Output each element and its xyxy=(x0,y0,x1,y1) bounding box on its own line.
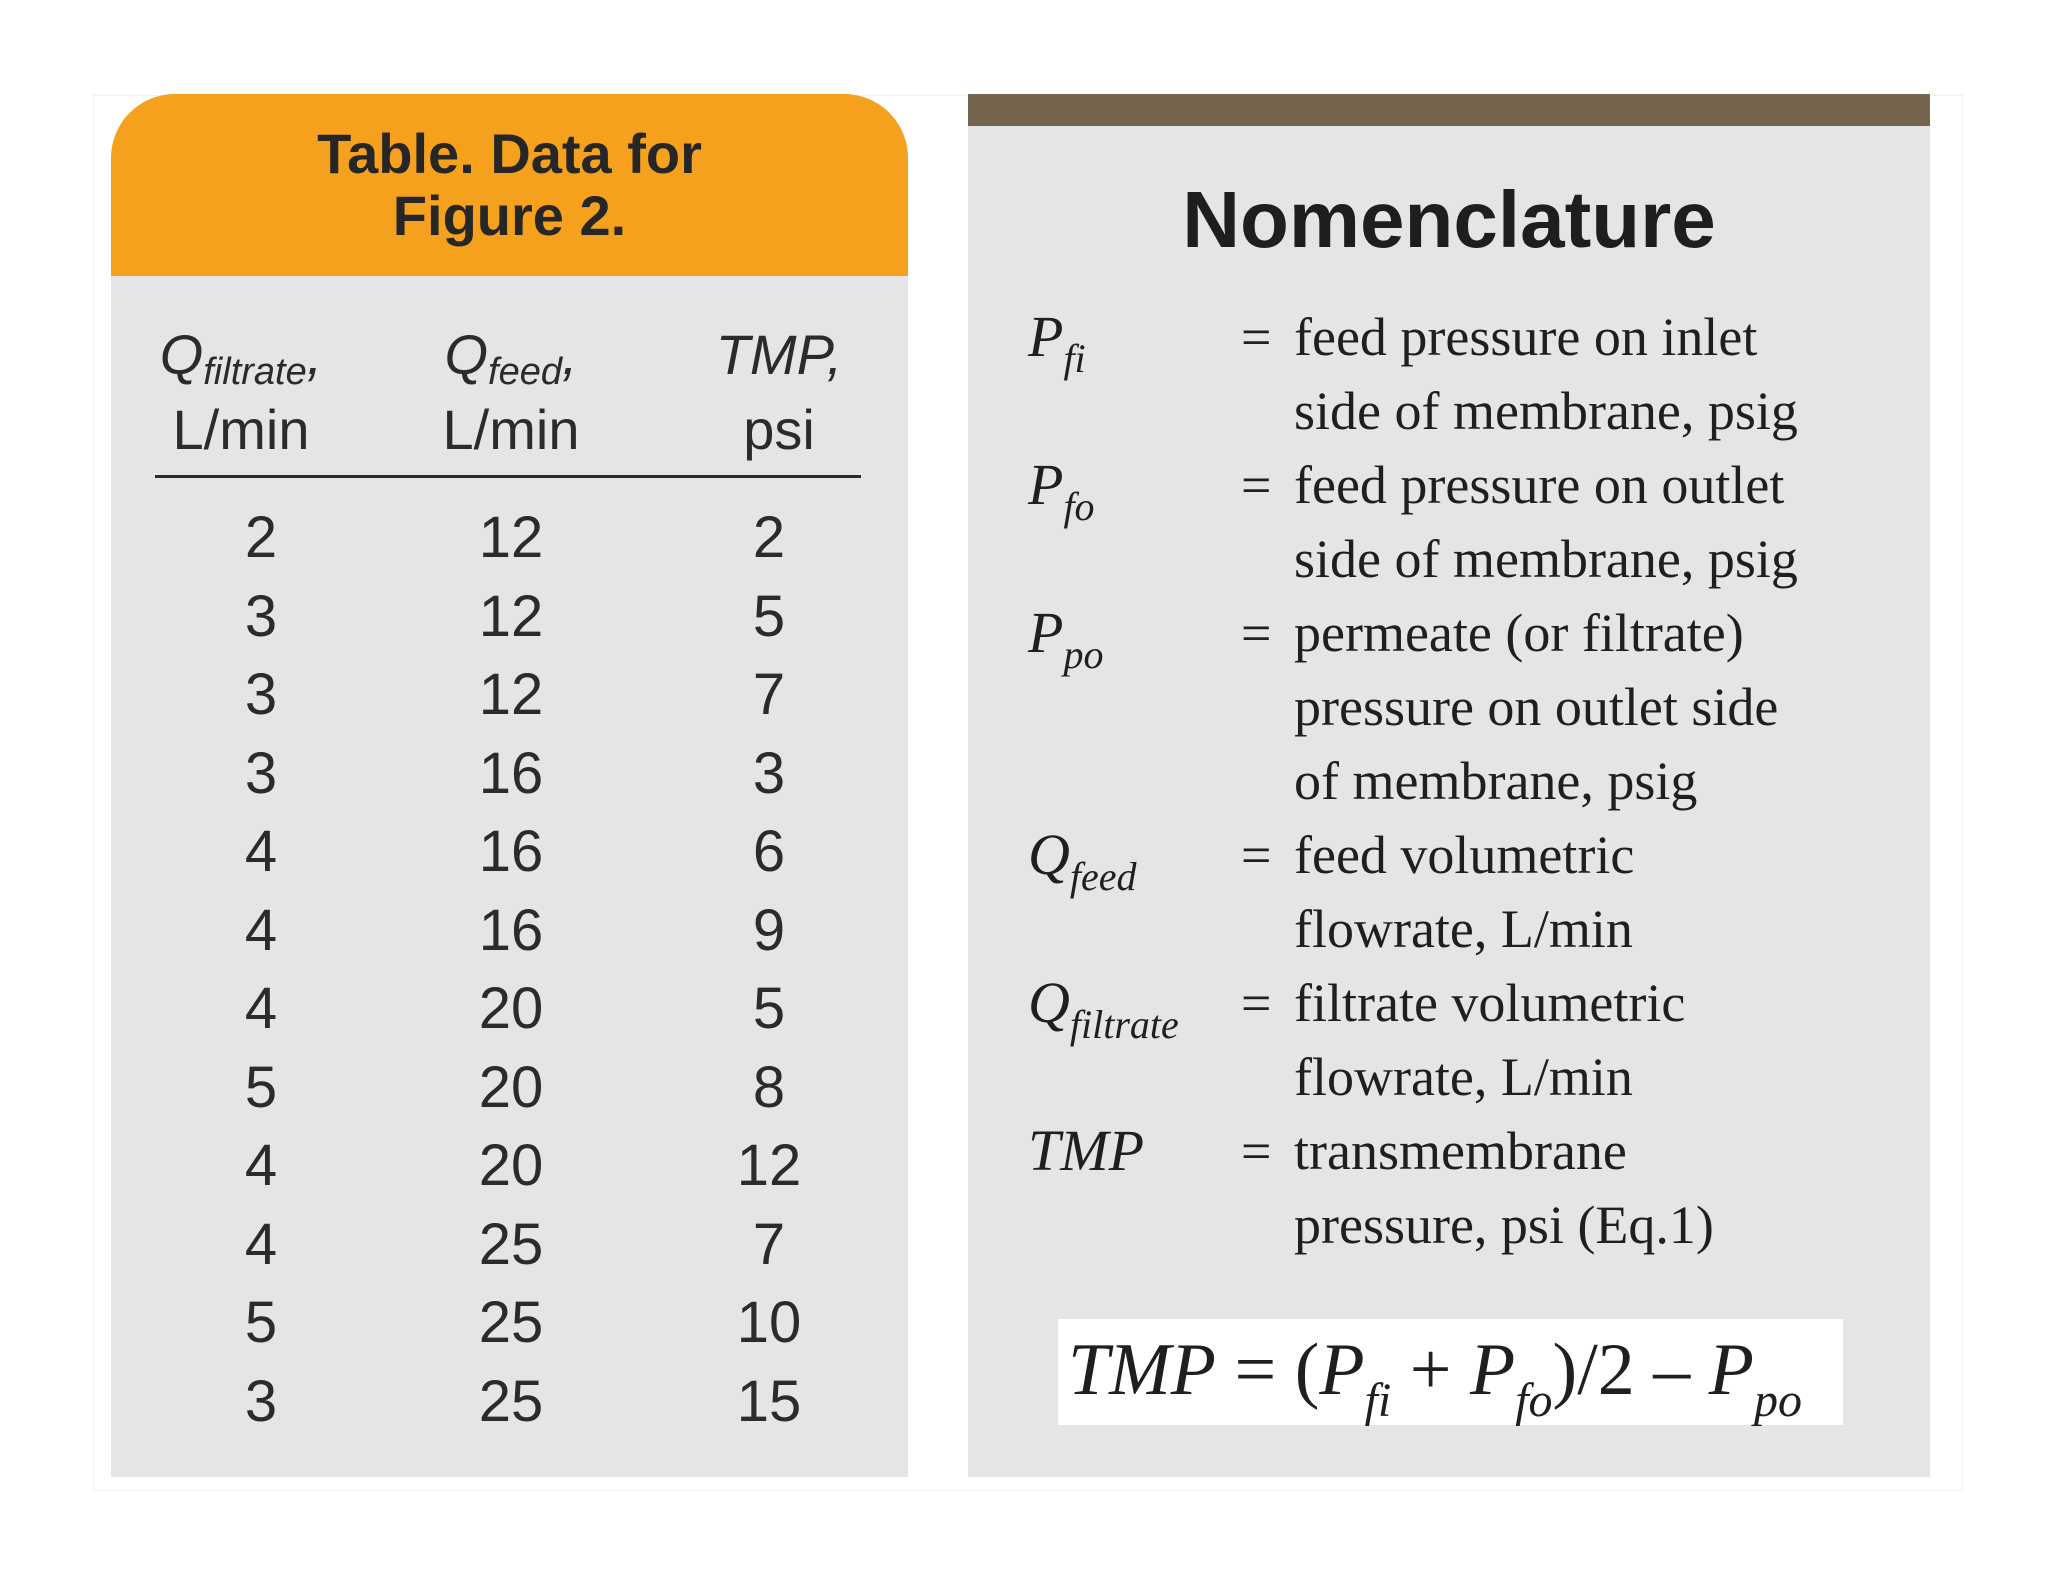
nomenclature-title: Nomenclature xyxy=(1182,175,1716,264)
entry-symbol xyxy=(1028,596,1103,676)
column-header-symbol: Q xyxy=(444,323,489,386)
entry-symbol xyxy=(1028,1114,1144,1194)
table-row xyxy=(111,1127,908,1206)
table-title-line-2: Figure 2. xyxy=(392,184,627,247)
entry-symbol-subscript: filtrate xyxy=(1069,1002,1179,1047)
entry-symbol xyxy=(1028,818,1137,898)
cell-q-feed: 12 xyxy=(478,505,544,570)
entry-equals: = xyxy=(1241,1121,1272,1181)
equation-term: P xyxy=(1708,1329,1754,1411)
definition-line: flowrate, L/min xyxy=(1294,1047,1633,1107)
definition-line: pressure, psi (Eq.1) xyxy=(1294,1195,1714,1255)
header-divider xyxy=(155,475,861,478)
entry-symbol-main: TMP xyxy=(1028,1118,1144,1183)
cell-tmp: 5 xyxy=(752,976,786,1041)
equation-term: P xyxy=(1319,1329,1365,1411)
entry-symbol-subscript: feed xyxy=(1069,854,1137,899)
entry-symbol-main: P xyxy=(1028,452,1064,517)
cell-q-feed: 25 xyxy=(478,1368,544,1434)
entry-symbol xyxy=(1028,300,1086,380)
column-header-subscript: feed xyxy=(488,351,562,393)
equation-lhs: TMP xyxy=(1068,1329,1216,1411)
entry-definition xyxy=(1294,966,1914,1114)
entry-symbol-subscript: fi xyxy=(1063,336,1086,381)
table-row xyxy=(111,1363,908,1442)
cell-q-feed: 25 xyxy=(478,1211,544,1277)
definition-line: permeate (or filtrate) xyxy=(1294,603,1744,663)
cell-tmp: 8 xyxy=(752,1054,786,1120)
definition-line: side of membrane, psig xyxy=(1294,529,1798,589)
cell-q-filtrate: 3 xyxy=(244,1368,278,1434)
cell-tmp: 5 xyxy=(752,583,786,649)
equation-subscript: po xyxy=(1753,1374,1802,1427)
column-header-unit: L/min xyxy=(172,398,310,461)
definition-line: transmembrane xyxy=(1294,1121,1627,1181)
entry-equals: = xyxy=(1241,307,1272,367)
cell-q-feed: 20 xyxy=(478,1054,544,1120)
cell-q-filtrate: 3 xyxy=(244,740,278,806)
cell-q-feed: 16 xyxy=(478,897,544,963)
entry-symbol xyxy=(1028,448,1095,528)
entry-definition xyxy=(1294,448,1914,596)
cell-q-filtrate: 4 xyxy=(244,976,278,1041)
column-header-unit: psi xyxy=(743,398,815,461)
entry-definition xyxy=(1294,818,1914,966)
tmp-equation xyxy=(1068,1325,1802,1427)
cell-q-feed: 20 xyxy=(478,976,544,1041)
definition-line: pressure on outlet side xyxy=(1294,677,1779,737)
column-header-symbol: Q xyxy=(159,323,204,386)
tmp-equation-box xyxy=(1058,1319,1843,1425)
nomenclature-panel xyxy=(968,94,1930,1477)
definition-line: of membrane, psig xyxy=(1294,751,1698,811)
table-row xyxy=(111,735,908,814)
definition-line: feed pressure on inlet xyxy=(1294,307,1758,367)
column-header-suffix: , xyxy=(561,323,578,386)
entry-equals: = xyxy=(1241,603,1272,663)
cell-tmp: 9 xyxy=(752,897,786,963)
cell-q-filtrate: 4 xyxy=(244,819,278,884)
entry-symbol xyxy=(1028,966,1179,1046)
definition-line: flowrate, L/min xyxy=(1294,899,1633,959)
equation-operator: + xyxy=(1391,1329,1470,1411)
cell-tmp: 12 xyxy=(736,1133,802,1198)
cell-q-feed: 12 xyxy=(478,662,544,727)
cell-tmp: 7 xyxy=(752,1211,786,1277)
cell-q-filtrate: 4 xyxy=(244,1133,278,1198)
equation-operator: )/2 – xyxy=(1552,1329,1709,1411)
column-header-subscript: filtrate xyxy=(203,351,307,393)
table-row xyxy=(111,578,908,657)
cell-tmp: 2 xyxy=(752,505,786,570)
entry-equals: = xyxy=(1241,825,1272,885)
cell-q-filtrate: 4 xyxy=(244,897,278,963)
cell-q-filtrate: 3 xyxy=(244,583,278,649)
cell-q-filtrate: 5 xyxy=(244,1290,278,1355)
entry-symbol-main: P xyxy=(1028,600,1064,665)
cell-tmp: 7 xyxy=(752,662,786,727)
table-row xyxy=(111,970,908,1049)
data-table-panel xyxy=(111,94,908,1477)
table-body xyxy=(111,499,908,1441)
column-header-suffix: , xyxy=(306,323,323,386)
cell-tmp: 6 xyxy=(752,819,786,884)
table-row xyxy=(111,1049,908,1128)
table-title-line-1: Table. Data for xyxy=(317,122,702,185)
table-title xyxy=(111,94,908,276)
cell-q-feed: 16 xyxy=(478,740,544,806)
cell-q-filtrate: 5 xyxy=(244,1054,278,1120)
equation-subscript: fi xyxy=(1364,1374,1392,1427)
nomenclature-top-bar xyxy=(968,94,1930,126)
entry-definition xyxy=(1294,300,1914,448)
column-header-q-filtrate xyxy=(131,320,351,470)
cell-q-filtrate: 2 xyxy=(244,505,278,570)
cell-q-filtrate: 3 xyxy=(244,662,278,727)
table-row xyxy=(111,892,908,971)
cell-tmp: 15 xyxy=(736,1368,802,1434)
entry-symbol-main: Q xyxy=(1028,822,1070,887)
entry-symbol-subscript: po xyxy=(1063,632,1104,677)
cell-q-feed: 25 xyxy=(478,1290,544,1355)
column-header-symbol: TMP, xyxy=(715,323,843,386)
entry-symbol-main: P xyxy=(1028,304,1064,369)
cell-tmp: 10 xyxy=(736,1290,802,1355)
cell-q-feed: 20 xyxy=(478,1133,544,1198)
column-header-tmp xyxy=(669,320,889,470)
equation-term: P xyxy=(1470,1329,1516,1411)
definition-line: side of membrane, psig xyxy=(1294,381,1798,441)
table-row xyxy=(111,1284,908,1363)
equation-subscript: fo xyxy=(1515,1374,1553,1427)
table-row xyxy=(111,656,908,735)
entry-definition xyxy=(1294,596,1914,818)
entry-symbol-main: Q xyxy=(1028,970,1070,1035)
entry-equals: = xyxy=(1241,973,1272,1033)
table-row xyxy=(111,1206,908,1285)
cell-q-feed: 16 xyxy=(478,819,544,884)
definition-line: filtrate volumetric xyxy=(1294,973,1686,1033)
entry-equals: = xyxy=(1241,455,1272,515)
cell-q-filtrate: 4 xyxy=(244,1211,278,1277)
definition-line: feed volumetric xyxy=(1294,825,1635,885)
definition-line: feed pressure on outlet xyxy=(1294,455,1785,515)
table-row xyxy=(111,813,908,892)
equation-equals: = ( xyxy=(1216,1329,1320,1411)
table-row xyxy=(111,499,908,578)
cell-tmp: 3 xyxy=(752,740,786,806)
cell-q-feed: 12 xyxy=(478,583,544,649)
entry-symbol-subscript: fo xyxy=(1063,484,1095,529)
entry-definition xyxy=(1294,1114,1914,1262)
column-header-unit: L/min xyxy=(442,398,580,461)
column-header-q-feed xyxy=(401,320,621,470)
